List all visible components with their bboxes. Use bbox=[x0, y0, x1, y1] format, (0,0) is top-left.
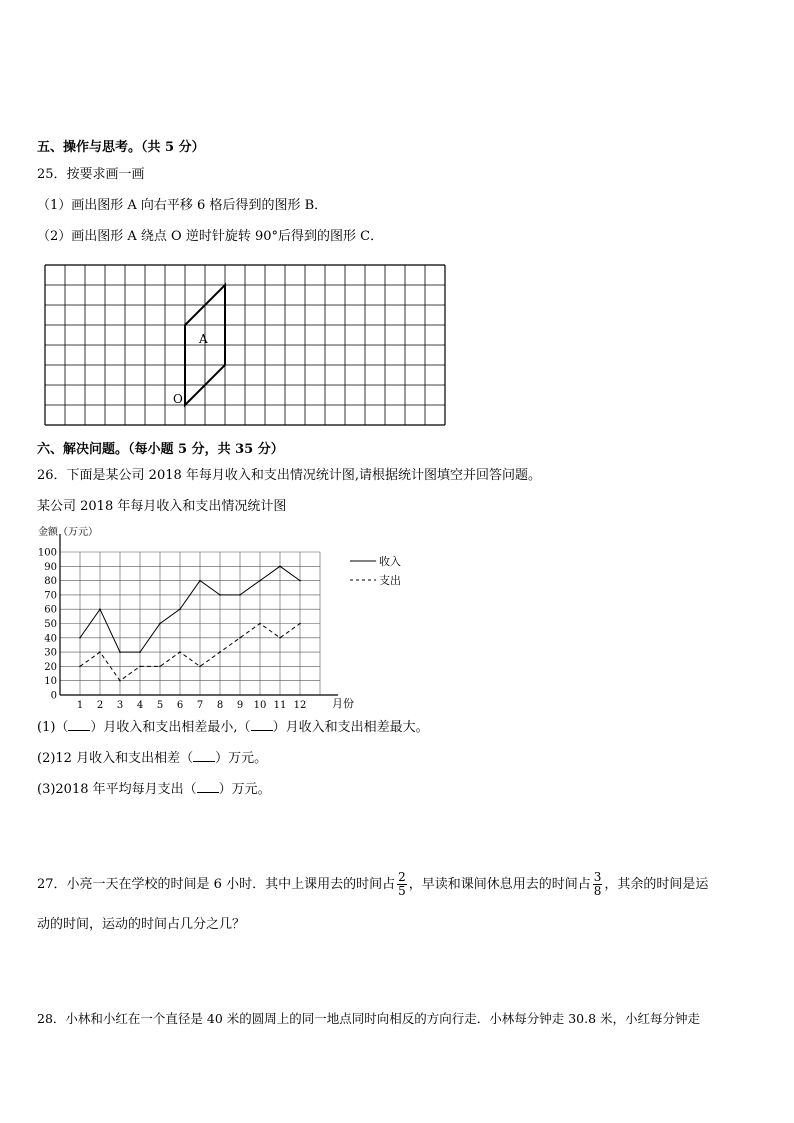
data-point-expense bbox=[199, 666, 201, 668]
x-axis-label: 月份 bbox=[332, 697, 354, 710]
fraction1-denominator: 5 bbox=[398, 884, 406, 898]
y-tick-label: 70 bbox=[44, 590, 57, 602]
x-tick-label: 8 bbox=[216, 700, 224, 711]
data-point-expense bbox=[99, 651, 101, 653]
q26-q3-text-a: (3)2018 年平均每月支出（ bbox=[37, 782, 197, 797]
q25-title: 25．按要求画一画 bbox=[37, 167, 145, 182]
x-tick-label: 5 bbox=[156, 700, 164, 711]
line-chart-svg bbox=[30, 520, 430, 716]
income-expense-chart bbox=[30, 520, 430, 720]
y-tick-label: 60 bbox=[44, 604, 57, 616]
fraction2-numerator: 3 bbox=[593, 870, 602, 884]
x-tick-label: 10 bbox=[253, 700, 267, 711]
q26-q3-text-b: ）万元。 bbox=[218, 782, 271, 797]
q26-q2-blank[interactable] bbox=[193, 749, 215, 762]
q26-question-2 bbox=[37, 749, 267, 768]
q27-text-c: ，其余的时间是运 bbox=[604, 877, 709, 892]
x-tick-label: 1 bbox=[76, 700, 84, 711]
data-point-income bbox=[179, 608, 181, 610]
q26-question-1 bbox=[37, 718, 429, 737]
x-tick-label: 12 bbox=[293, 700, 307, 711]
y-tick-label: 90 bbox=[44, 561, 57, 573]
q25-grid-figure bbox=[44, 264, 446, 434]
x-tick-labels bbox=[77, 700, 307, 711]
point-o-label: O bbox=[173, 392, 183, 406]
data-point-income bbox=[219, 594, 221, 596]
grid-lines bbox=[45, 265, 445, 425]
data-point-expense bbox=[79, 666, 81, 668]
q27-text-b: ，早读和课间休息用去的时间占 bbox=[408, 877, 591, 892]
q26-chart-title: 某公司 2018 年每月收入和支出情况统计图 bbox=[37, 499, 287, 514]
data-point-income bbox=[119, 651, 121, 653]
fraction2-denominator: 8 bbox=[593, 884, 602, 898]
data-point-income bbox=[99, 608, 101, 610]
q26-q1-text-c: ）月收入和支出相差最大。 bbox=[272, 720, 429, 735]
x-tick-label: 11 bbox=[273, 700, 287, 711]
chart-legend bbox=[350, 554, 401, 587]
x-tick-label: 3 bbox=[116, 700, 124, 711]
q26-question-3 bbox=[37, 780, 271, 799]
data-point-income bbox=[279, 566, 281, 568]
x-tick-label: 9 bbox=[236, 700, 244, 711]
data-point-expense bbox=[279, 637, 281, 639]
data-point-expense bbox=[239, 637, 241, 639]
q26-q1-blank-2[interactable] bbox=[251, 718, 273, 731]
y-tick-label: 80 bbox=[44, 576, 57, 588]
fraction-three-eighths bbox=[593, 871, 603, 898]
shape-a-label: A bbox=[199, 332, 208, 346]
q26-q1-text-b: ）月收入和支出相差最小,（ bbox=[90, 720, 251, 735]
x-tick-label: 4 bbox=[136, 700, 144, 711]
data-point-income bbox=[159, 623, 161, 625]
data-point-expense bbox=[179, 651, 181, 653]
chart-grid bbox=[60, 534, 338, 695]
data-point-income bbox=[199, 580, 201, 582]
q25-grid-svg bbox=[44, 264, 446, 430]
y-tick-label: 10 bbox=[44, 676, 57, 688]
y-tick-labels bbox=[38, 548, 57, 702]
q26-q3-blank[interactable] bbox=[197, 780, 219, 793]
q26-q2-text-a: (2)12 月收入和支出相差（ bbox=[37, 751, 194, 766]
y-tick-label: 50 bbox=[44, 619, 57, 630]
data-point-income bbox=[139, 651, 141, 653]
fraction1-numerator: 2 bbox=[398, 870, 406, 884]
q27-line-2: 动的时间，运动的时间占几分之几？ bbox=[37, 917, 246, 932]
q26-q1-text-a: (1)（ bbox=[37, 720, 69, 735]
q25-item1: （1）画出图形 A 向右平移 6 格后得到的图形 B． bbox=[37, 198, 328, 213]
data-point-income bbox=[299, 580, 301, 582]
y-tick-label: 100 bbox=[37, 547, 57, 559]
section5-heading: 五、操作与思考。（共 5 分） bbox=[37, 140, 205, 155]
data-point-expense bbox=[219, 651, 221, 653]
x-tick-label: 6 bbox=[176, 700, 184, 711]
legend-income-label: 收入 bbox=[379, 555, 401, 568]
x-tick-label: 2 bbox=[96, 700, 104, 711]
q26-intro: 26．下面是某公司 2018 年每月收入和支出情况统计图,请根据统计图填空并回答问题。 bbox=[37, 468, 542, 483]
legend-expense-label: 支出 bbox=[379, 574, 401, 587]
data-point-expense bbox=[299, 623, 301, 625]
q28-text: 28．小林和小红在一个直径是 40 米的圆周上的同一地点同时向相反的方向行走．小林每分钟走 30.8 米，小红每分钟走 bbox=[37, 1011, 701, 1026]
data-point-expense bbox=[139, 666, 141, 668]
q25-item2: （2）画出图形 A 绕点 O 逆时针旋转 90°后得到的图形 C． bbox=[37, 229, 384, 244]
data-point-expense bbox=[159, 666, 161, 668]
data-point-income bbox=[259, 580, 261, 582]
q27-line-1 bbox=[37, 868, 708, 902]
data-point-expense bbox=[259, 623, 261, 625]
y-tick-label: 30 bbox=[44, 647, 57, 659]
x-tick-label: 7 bbox=[196, 700, 204, 711]
data-point-income bbox=[79, 637, 81, 639]
y-tick-label: 0 bbox=[50, 690, 57, 702]
y-tick-label: 20 bbox=[44, 661, 57, 673]
q26-q2-text-b: ）万元。 bbox=[215, 751, 268, 766]
y-axis-label: 金额（万元） bbox=[38, 527, 98, 538]
y-tick-label: 40 bbox=[44, 633, 57, 645]
q26-q1-blank-1[interactable] bbox=[68, 718, 90, 731]
fraction-two-fifths bbox=[397, 871, 407, 898]
section6-heading: 六、解决问题。（每小题 5 分，共 35 分） bbox=[37, 442, 284, 457]
q27-text-a: 27．小亮一天在学校的时间是 6 小时．其中上课用去的时间占 bbox=[37, 877, 396, 892]
data-point-income bbox=[239, 594, 241, 596]
data-point-expense bbox=[119, 680, 121, 682]
